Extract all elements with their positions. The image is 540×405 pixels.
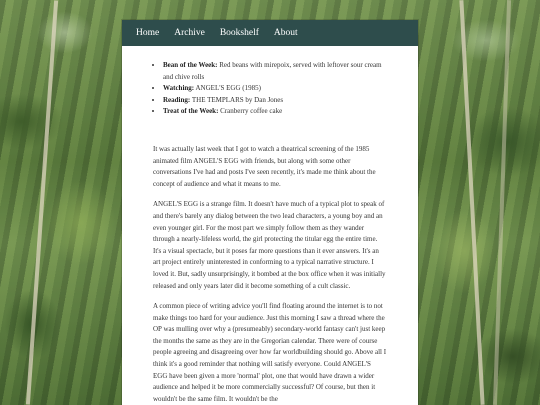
blog-page bbox=[122, 20, 418, 405]
item-value: Cranberry coffee cake bbox=[220, 107, 283, 116]
item-value: Red beans with mirepoix, served with leftover sour cream and chive rolls bbox=[163, 61, 382, 81]
tree-trunk bbox=[459, 0, 484, 405]
item-value: THE TEMPLARS by Dan Jones bbox=[191, 95, 284, 104]
list-item bbox=[163, 83, 387, 95]
item-label: Treat of the Week: bbox=[163, 107, 219, 116]
post-paragraph: It was actually last week that I got to watch a theatrical screening of the 1985 animated film ANGEL'S EGG with friends, but along with some other conversations I've had and posts I've seen recently, it's made me think about the concept of audience and what it means to me. bbox=[153, 144, 376, 188]
post-paragraph: ANGEL'S EGG is a strange film. It doesn't have much of a typical plot to speak of and there's barely any dialog between the two lead characters, a young boy and an even younger girl. For the most part we simply follow them as they wander through a nearly-lifeless world, the girl protecting the titular egg the entire time. It's a visual spectacle, but it poses far more questions than it ever answers. It's an art project entirely uninterested in conforming to a typical narrative structure. I loved it. But, sadly unsurprisingly, it bombed at the box office when it was initially released and only years later did it become something of a cult classic. bbox=[153, 200, 386, 290]
nav-bookshelf-link[interactable]: Bookshelf bbox=[219, 28, 259, 38]
nav-about-link[interactable]: About bbox=[273, 28, 298, 38]
tree-trunk bbox=[493, 0, 511, 405]
item-value: ANGEL'S EGG (1985) bbox=[195, 84, 261, 93]
list-item bbox=[163, 95, 387, 107]
nav-home-link[interactable]: Home bbox=[136, 28, 160, 38]
list-item bbox=[163, 60, 387, 83]
item-label: Bean of the Week: bbox=[163, 61, 218, 69]
tree-trunk bbox=[26, 0, 58, 404]
weekly-list bbox=[153, 60, 387, 118]
post-paragraph: A common piece of writing advice you'll find floating around the internet is to not make things too hard for your audience. Just this morning I saw a thread where the OP was mulling over why a (presumeably) secondary-world fantasy can't just keep the months the same as they are in the Gregorian calendar. There were of course people agreeing and disagreeing over how far worldbuilding should go. Above all I think it's a good reminder that nothing will satisfy everyone. Could ANGEL'S EGG have been given a more 'normal' plot, one that would have drawn a wider audience and helped it be more commercially successful? Of course, but then it wouldn't be the same film. It wouldn't be the bbox=[153, 302, 387, 403]
item-label: Watching: bbox=[163, 84, 195, 93]
navbar bbox=[122, 20, 418, 46]
nav-archive-link[interactable]: Archive bbox=[174, 28, 205, 38]
list-item bbox=[163, 106, 387, 118]
item-label: Reading: bbox=[163, 95, 191, 104]
post-content bbox=[122, 46, 418, 405]
